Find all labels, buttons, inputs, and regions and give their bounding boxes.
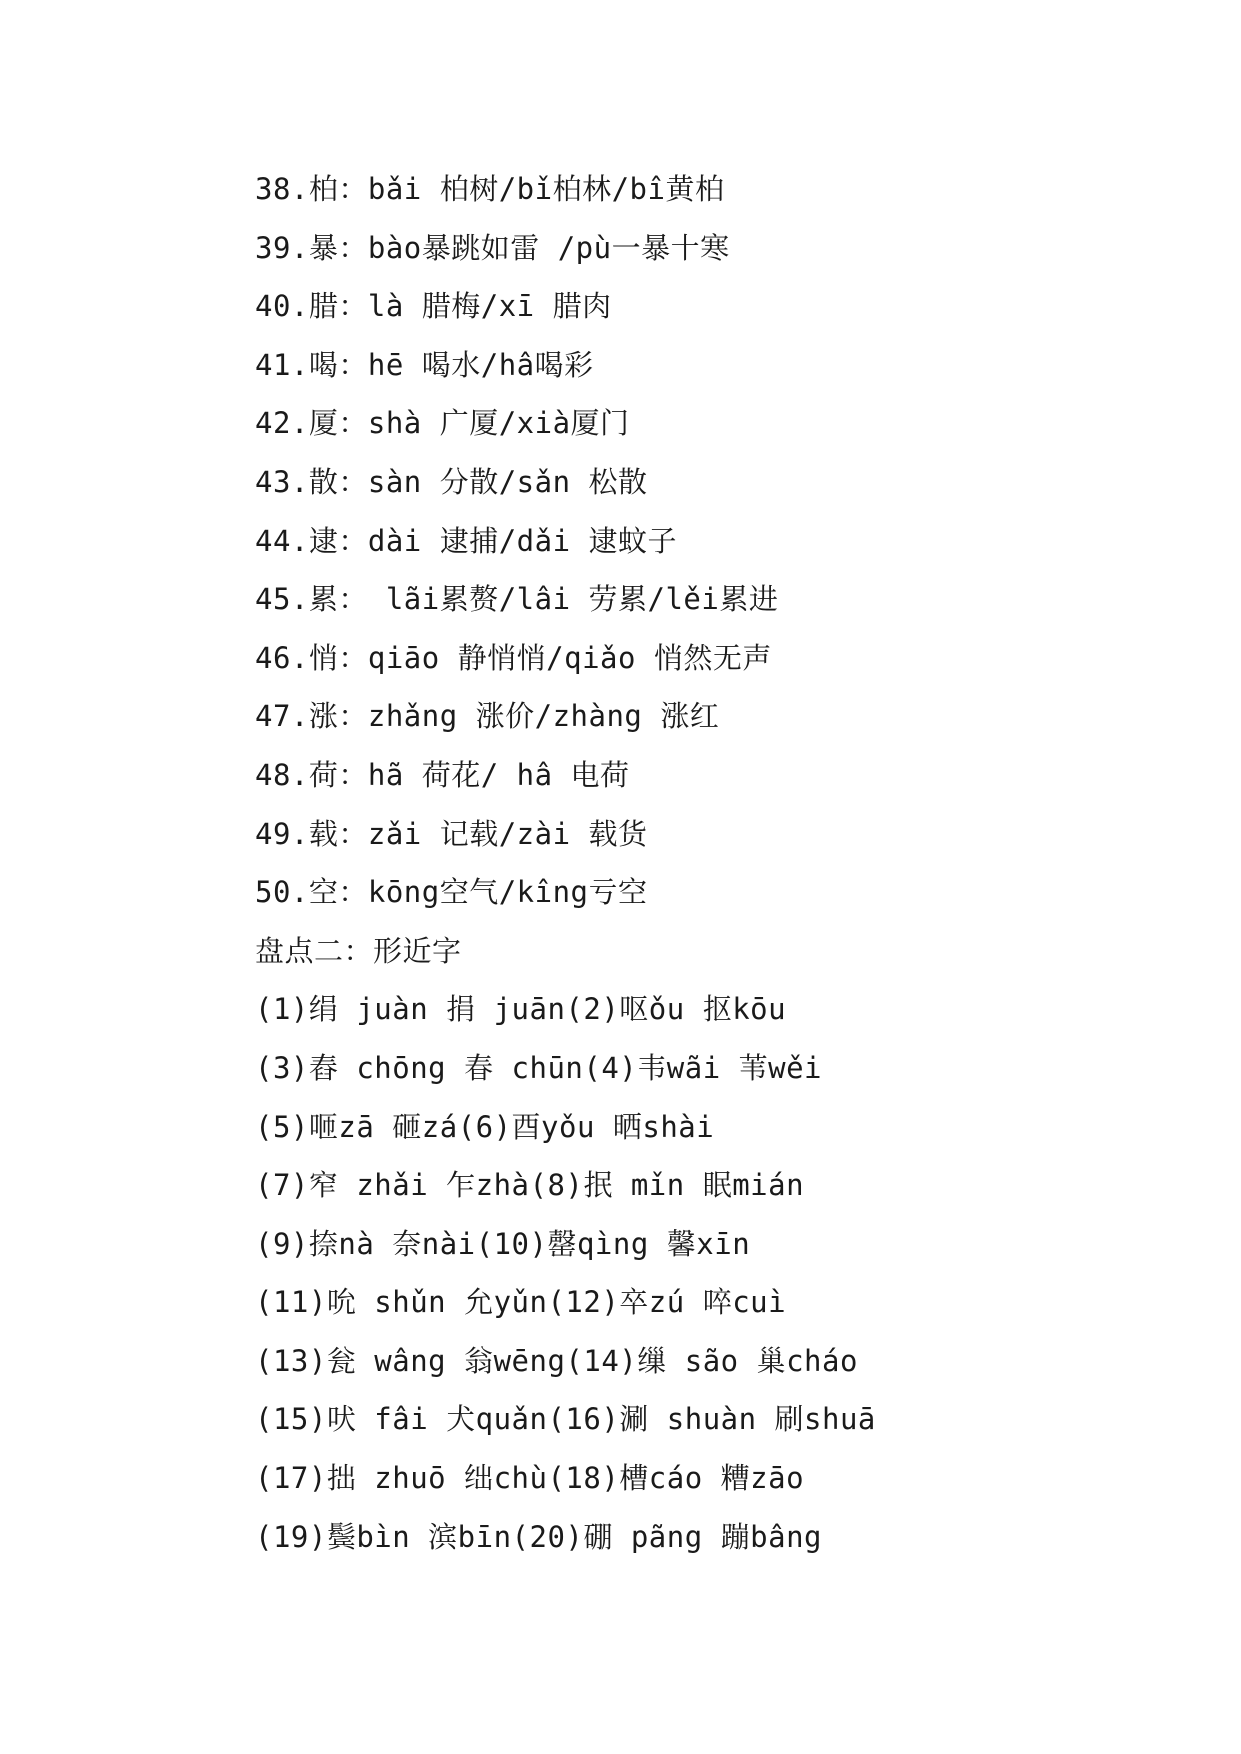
text-line: 46.悄：qiāo 静悄悄/qiǎo 悄然无声 [255,640,772,675]
text-line: (13)瓮 wâng 翁wēng(14)缫 são 巢cháo [255,1343,858,1378]
text-line: 47.涨：zhǎng 涨价/zhàng 涨红 [255,699,720,734]
text-line: (11)吮 shǔn 允yǔn(12)卒zú 啐cuì [255,1285,787,1320]
text-line: (1)绢 juàn 捐 juān(2)呕ǒu 抠kōu [255,992,787,1027]
text-line: 45.累： lãi累赘/lâi 劳累/lěi累进 [255,582,779,617]
text-line: (19)鬓bìn 滨bīn(20)硼 pãng 蹦bâng [255,1519,822,1554]
text-line: 48.荷：hã 荷花/ hâ 电荷 [255,757,630,792]
text-line: (3)舂 chōng 春 chūn(4)韦wãi 苇wěi [255,1050,822,1085]
text-line: (5)咂zā 砸zá(6)酉yǒu 晒shài [255,1109,715,1144]
text-line: (7)窄 zhǎi 乍zhà(8)抿 mǐn 眠mián [255,1168,805,1203]
text-line: 38.柏：bǎi 柏树/bǐ柏林/bî黄柏 [255,172,725,206]
text-line: (17)拙 zhuō 绌chù(18)槽cáo 糟zāo [255,1461,805,1496]
text-line: 40.腊：là 腊梅/xī 腊肉 [255,289,612,324]
text-line: 44.逮：dài 逮捕/dǎi 逮蚊子 [255,523,678,558]
text-line: (15)吠 fâi 犬quǎn(16)涮 shuàn 刷shuā [255,1402,876,1437]
document-body [255,160,1155,1566]
text-line: 39.暴：bào暴跳如雷 /pù一暴十寒 [255,230,730,265]
text-line: 49.载：zǎi 记载/zài 载货 [255,816,648,851]
text-line: 41.喝：hē 喝水/hâ喝彩 [255,347,594,382]
text-line: (9)捺nà 奈nài(10)罄qìng 馨xīn [255,1226,751,1261]
section-heading: 盘点二：形近字 [255,933,462,968]
text-line: 42.厦：shà 广厦/xià厦门 [255,406,630,441]
text-line: 43.散：sàn 分散/sǎn 松散 [255,464,648,499]
text-line: 50.空：kōng空气/kîng亏空 [255,875,648,910]
